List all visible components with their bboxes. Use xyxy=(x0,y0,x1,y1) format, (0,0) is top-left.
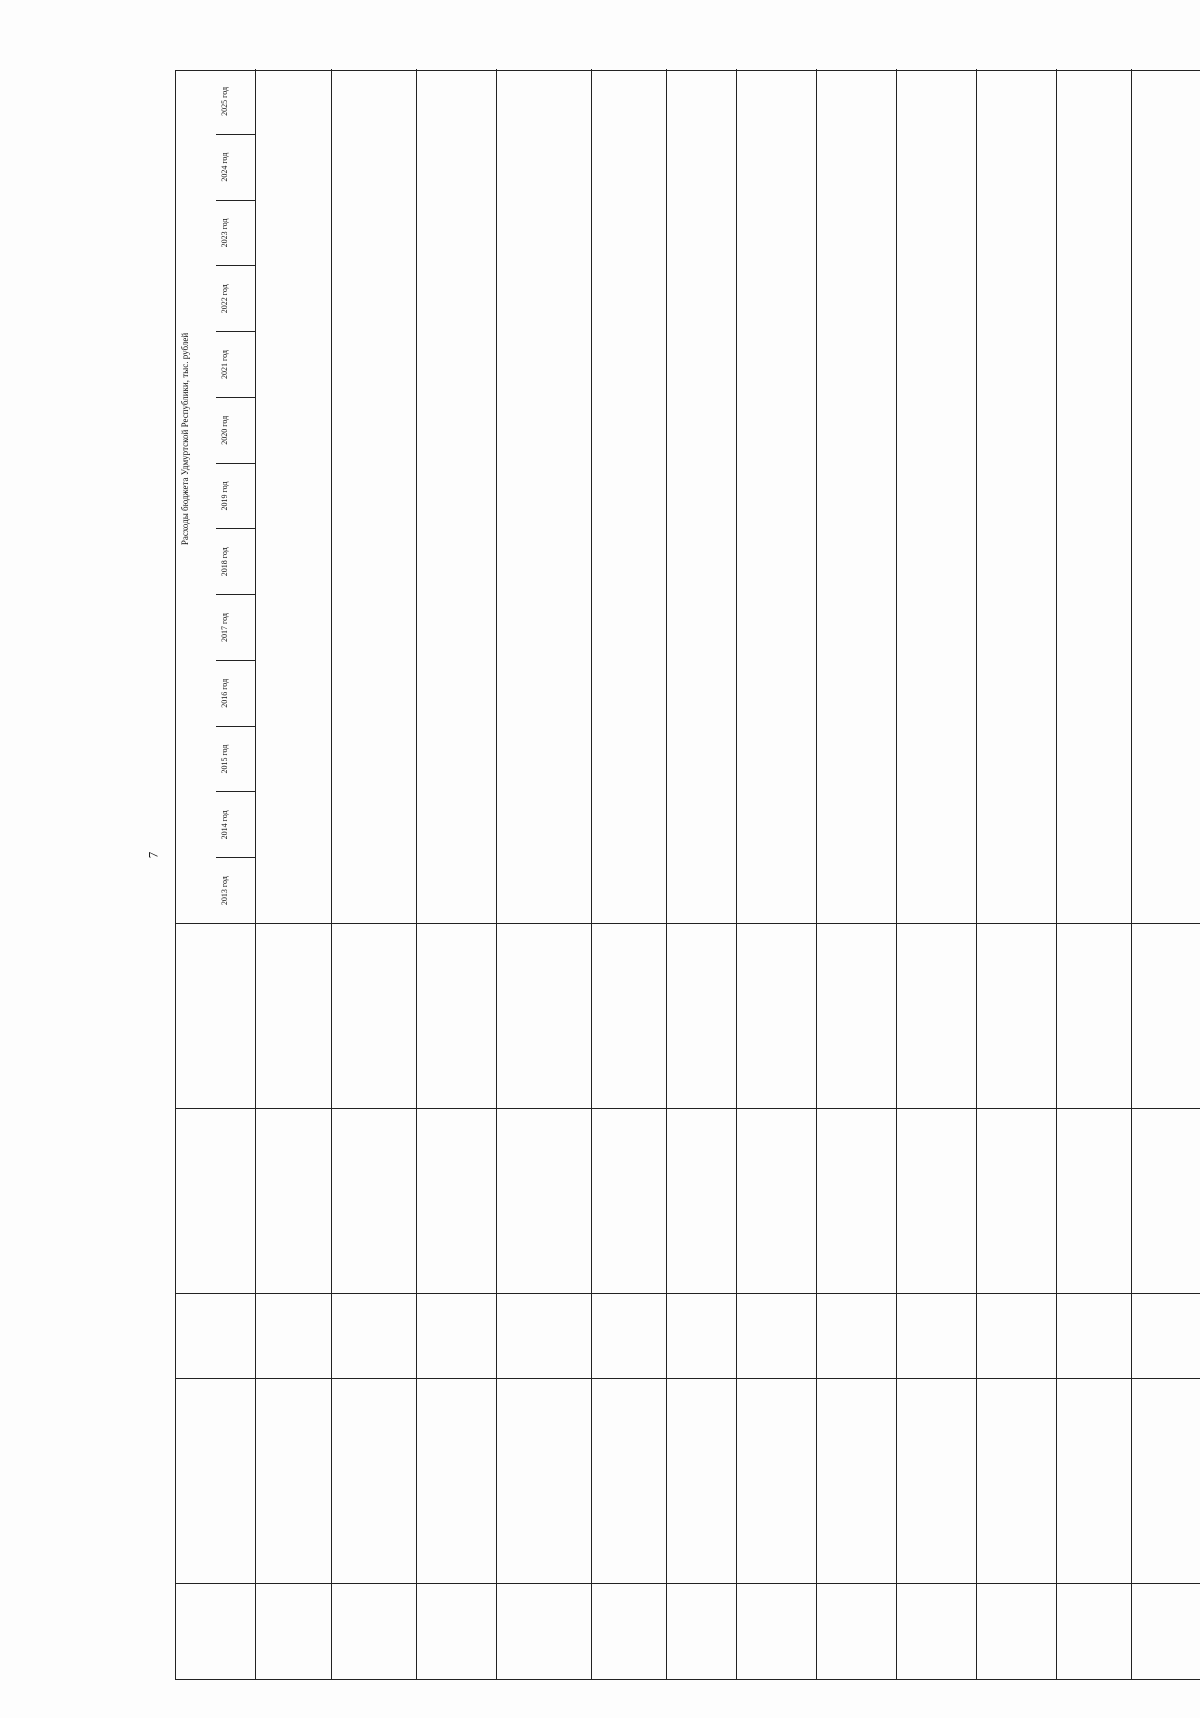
table-row-divider xyxy=(976,69,977,1679)
table-row-divider xyxy=(666,69,667,1679)
page-number: 7 xyxy=(145,851,161,859)
budget-expenses-header: Расходы бюджета Удмуртской Республики, тыс. рублей xyxy=(180,332,190,546)
year-2014: 2014 год xyxy=(216,792,256,858)
table-column-divider xyxy=(176,1583,1200,1584)
budget-table xyxy=(175,70,1200,1680)
table-row-divider xyxy=(331,69,332,1679)
year-2013: 2013 год xyxy=(216,858,256,924)
year-2017: 2017 год xyxy=(216,595,256,661)
table-column-divider xyxy=(176,1293,1200,1294)
year-2019: 2019 год xyxy=(216,464,256,530)
table-row-divider xyxy=(1056,69,1057,1679)
table-row-divider xyxy=(1131,69,1132,1679)
rotated-table xyxy=(175,70,1200,1680)
table-header xyxy=(176,69,256,1679)
table-row-divider xyxy=(416,69,417,1679)
year-2024: 2024 год xyxy=(216,135,256,201)
year-2015: 2015 год xyxy=(216,727,256,793)
year-2025: 2025 год xyxy=(216,69,256,135)
year-2016: 2016 год xyxy=(216,661,256,727)
table-row-divider xyxy=(591,69,592,1679)
table-column-divider xyxy=(176,1108,1200,1109)
table-rotation-wrapper xyxy=(175,70,1200,1680)
table-row-divider xyxy=(496,69,497,1679)
year-header-row xyxy=(216,69,256,924)
year-2023: 2023 год xyxy=(216,201,256,267)
year-2020: 2020 год xyxy=(216,398,256,464)
table-column-divider xyxy=(176,1378,1200,1379)
table-row-divider xyxy=(816,69,817,1679)
table-column-divider xyxy=(176,923,1200,924)
year-2021: 2021 год xyxy=(216,332,256,398)
year-2022: 2022 год xyxy=(216,266,256,332)
year-2018: 2018 год xyxy=(216,529,256,595)
table-row-divider xyxy=(896,69,897,1679)
table-row-divider xyxy=(736,69,737,1679)
